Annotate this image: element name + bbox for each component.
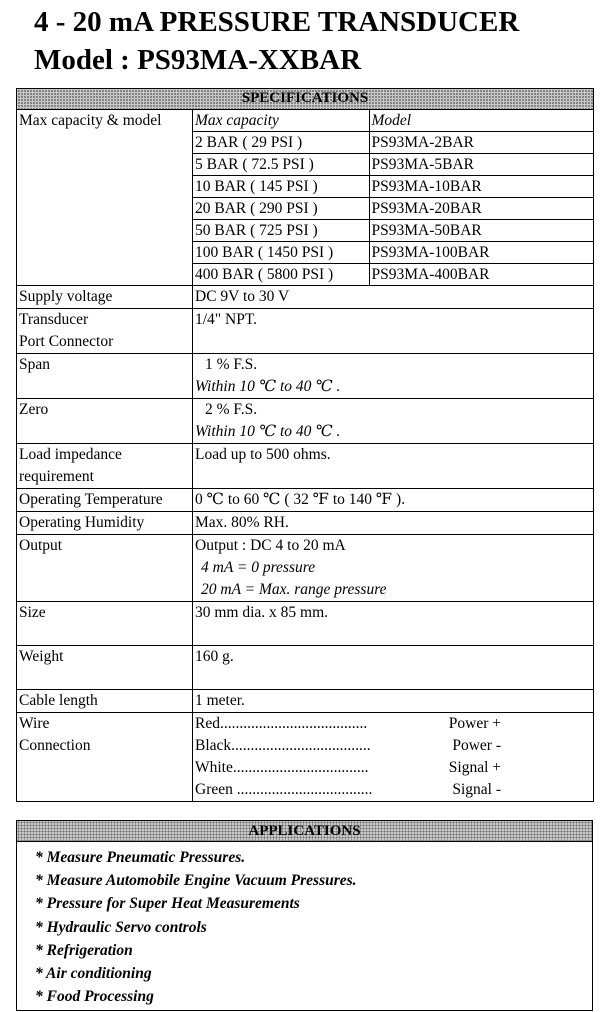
output-value: Output : DC 4 to 20 mA [195, 537, 346, 554]
capacity-value: 20 BAR ( 290 PSI ) [193, 198, 369, 220]
list-item: * Pressure for Super Heat Measurements [35, 895, 300, 913]
port-label-line2: Port Connector [19, 333, 114, 350]
span-cell [193, 354, 594, 399]
port-connector-value: 1/4" NPT. [193, 309, 594, 354]
port-connector-row [17, 309, 594, 354]
load-impedance-row [17, 444, 594, 489]
model-value: PS93MA-100BAR [369, 242, 593, 264]
capacity-row [193, 264, 593, 286]
list-item: * Measure Automobile Engine Vacuum Pressures. [35, 872, 357, 890]
list-item: * Measure Pneumatic Pressures. [35, 849, 246, 866]
size-label: Size [17, 602, 193, 646]
capacity-value: 5 BAR ( 72.5 PSI ) [193, 154, 369, 176]
weight-row [17, 646, 594, 690]
output-label: Output [17, 535, 193, 602]
zero-row [17, 399, 594, 444]
list-item: * Refrigeration [35, 941, 133, 959]
model-value: PS93MA-50BAR [369, 220, 593, 242]
operating-humidity-row [17, 512, 594, 535]
span-row [17, 354, 594, 399]
output-cell [193, 535, 594, 602]
supply-voltage-row [17, 286, 594, 309]
supply-voltage-value: DC 9V to 30 V [193, 286, 594, 309]
max-capacity-label: Max capacity & model [17, 110, 193, 286]
operating-humidity-label: Operating Humidity [17, 512, 193, 535]
wire-color: Red [195, 715, 220, 732]
span-label: Span [17, 354, 193, 399]
cable-length-value: 1 meter. [193, 690, 594, 713]
col-capacity-header: Max capacity [193, 110, 369, 132]
max-capacity-cell [193, 110, 594, 286]
supply-voltage-label: Supply voltage [17, 286, 193, 309]
applications-list [17, 842, 592, 1008]
load-label-line2: requirement [19, 468, 94, 485]
output-note-1: 4 mA = 0 pressure [201, 559, 316, 576]
capacity-row [193, 220, 593, 242]
wire-row [195, 735, 591, 757]
cable-length-label: Cable length [17, 690, 193, 713]
model-value: PS93MA-20BAR [369, 198, 593, 220]
operating-temperature-row [17, 489, 594, 512]
list-item: * Food Processing [35, 988, 154, 1006]
wire-signal: Power + [448, 715, 502, 732]
cable-length-row [17, 690, 594, 713]
list-item: * Hydraulic Servo controls [35, 918, 207, 936]
wire-row [195, 779, 591, 801]
capacity-row [193, 242, 593, 264]
operating-humidity-value: Max. 80% RH. [193, 512, 594, 535]
operating-temperature-label: Operating Temperature [17, 489, 193, 512]
applications-box [16, 820, 593, 1011]
wire-connection-cell [193, 713, 594, 802]
capacity-row [193, 176, 593, 198]
wire-dots: ...................................... [219, 715, 368, 732]
zero-value: 2 % F.S. [205, 401, 258, 418]
capacity-row [193, 198, 593, 220]
size-row [17, 602, 594, 646]
capacity-value: 2 BAR ( 29 PSI ) [193, 132, 369, 154]
wire-dots: .................................... [231, 737, 371, 754]
model-value: PS93MA-5BAR [369, 154, 593, 176]
wire-row [195, 713, 591, 735]
model-value: PS93MA-2BAR [369, 132, 593, 154]
weight-value: 160 g. [193, 646, 594, 690]
span-value: 1 % F.S. [205, 356, 258, 373]
output-note-2: 20 mA = Max. range pressure [201, 581, 387, 598]
zero-note: Within 10 ℃ to 40 ℃ . [195, 423, 341, 440]
load-impedance-value: Load up to 500 ohms. [193, 444, 594, 489]
title-line-2: Model : PS93MA-XXBAR [34, 44, 362, 76]
capacity-value: 100 BAR ( 1450 PSI ) [193, 242, 369, 264]
specifications-header: SPECIFICATIONS [17, 89, 594, 110]
zero-label: Zero [17, 399, 193, 444]
capacity-row [193, 132, 593, 154]
span-note: Within 10 ℃ to 40 ℃ . [195, 378, 341, 395]
list-item: * Air conditioning [35, 965, 152, 983]
wire-dots: ................................... [232, 759, 369, 776]
wire-connection-label [17, 713, 193, 802]
col-model-header: Model [369, 110, 593, 132]
wire-color: Green [195, 781, 233, 798]
port-connector-label [17, 309, 193, 354]
wire-signal: Power - [452, 737, 502, 754]
size-value: 30 mm dia. x 85 mm. [193, 602, 594, 646]
wire-label-line1: Wire [19, 715, 50, 732]
capacity-row [193, 154, 593, 176]
applications-header: APPLICATIONS [17, 821, 592, 842]
operating-temperature-value: 0 ℃ to 60 ℃ ( 32 ℉ to 140 ℉ ). [193, 489, 594, 512]
load-label-line1: Load impedance [19, 446, 122, 463]
zero-cell [193, 399, 594, 444]
capacity-value: 10 BAR ( 145 PSI ) [193, 176, 369, 198]
capacity-model-table [193, 110, 593, 285]
specifications-table [16, 88, 594, 802]
wire-dots: ................................... [232, 781, 373, 798]
load-impedance-label [17, 444, 193, 489]
capacity-value: 50 BAR ( 725 PSI ) [193, 220, 369, 242]
capacity-value: 400 BAR ( 5800 PSI ) [193, 264, 369, 286]
model-value: PS93MA-10BAR [369, 176, 593, 198]
weight-label: Weight [17, 646, 193, 690]
wire-color: Black [195, 737, 232, 754]
wire-connection-row [17, 713, 594, 802]
model-value: PS93MA-400BAR [371, 266, 490, 283]
max-capacity-row [17, 110, 594, 286]
port-label-line1: Transducer [19, 311, 89, 328]
wire-row [195, 757, 591, 779]
wire-label-line2: Connection [19, 737, 91, 754]
title-line-1: 4 - 20 mA PRESSURE TRANSDUCER [34, 6, 520, 38]
wire-signal: Signal - [452, 781, 502, 798]
wire-signal: Signal + [448, 759, 502, 776]
output-row [17, 535, 594, 602]
wire-color: White [195, 759, 233, 776]
